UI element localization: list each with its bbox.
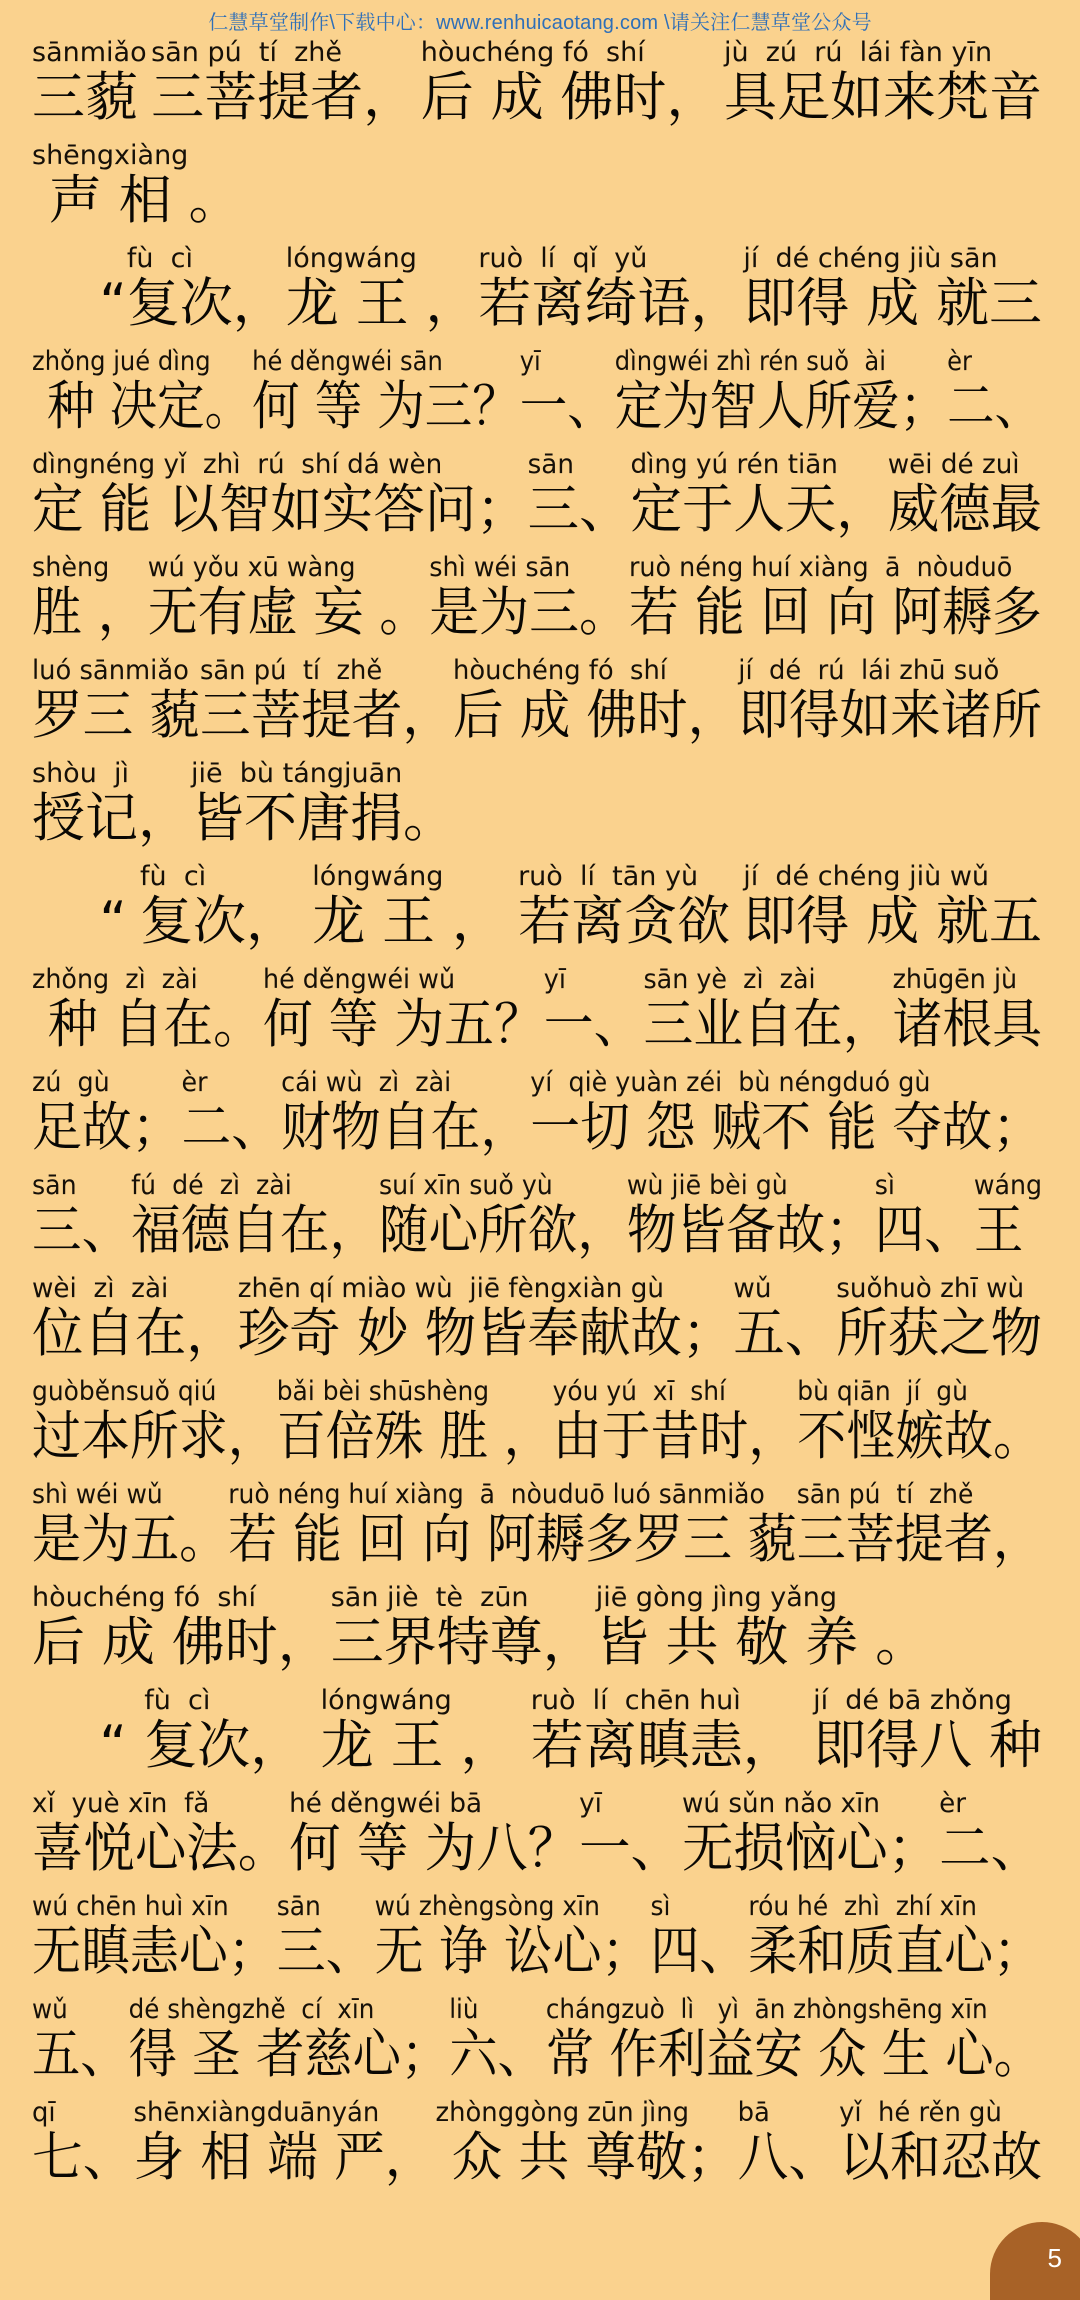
word-segment	[32, 1068, 181, 1158]
pinyin: wǔ	[32, 1994, 68, 2025]
word-segment	[151, 38, 416, 128]
pinyin: suí xīn suǒ yù	[378, 1170, 553, 1201]
word-segment	[682, 1789, 939, 1879]
pinyin: jí dé chéng jiù wǔ	[743, 861, 990, 892]
pinyin: sān yè zì zài	[643, 964, 816, 995]
pinyin: ruò lí qǐ yǔ	[478, 243, 648, 274]
word-segment	[531, 1686, 796, 1776]
hanzi: 龙 王 ，	[320, 1715, 514, 1776]
pinyin: dé shèngzhě cí xīn	[128, 1994, 375, 2025]
word-segment	[32, 965, 263, 1055]
hanzi: 无瞋恚心；	[32, 1921, 277, 1982]
hanzi: 复次，	[144, 1715, 304, 1776]
pinyin: shēngxiàng	[32, 140, 189, 171]
pinyin: bā	[737, 2097, 770, 2128]
word-segment	[32, 1274, 238, 1364]
pinyin: hòuchéng fó shí	[420, 37, 645, 68]
hanzi: 足故；	[32, 1097, 182, 1158]
hanzi: 三藐	[32, 67, 138, 128]
pinyin: chángzuò lì yì ān zhòngshēng xīn	[545, 1994, 988, 2025]
pinyin: shòu jì	[32, 758, 129, 789]
pinyin: zhònggòng zūn jìng	[435, 2097, 690, 2128]
pinyin: liù	[449, 1994, 479, 2025]
hanzi: 二、	[947, 376, 1043, 437]
text-line	[32, 1067, 1043, 1171]
hanzi: 由于昔时，	[552, 1406, 798, 1467]
hanzi: 一、	[543, 994, 644, 1055]
word-segment	[544, 965, 644, 1055]
pinyin: jù zú rú lái fàn yīn	[723, 37, 993, 68]
text-line	[32, 346, 1043, 450]
word-segment	[263, 965, 544, 1055]
pinyin: zhǒng zì zài	[32, 964, 198, 995]
hanzi: 皆 共 敬 养 。	[595, 1612, 929, 1673]
word-segment	[939, 1789, 1042, 1879]
pinyin: sān	[32, 1170, 77, 1201]
word-segment	[631, 450, 888, 540]
pinyin: wǔ	[733, 1273, 772, 1304]
hanzi: 声 相 。	[32, 170, 242, 231]
text-line	[32, 1583, 1052, 1686]
word-segment	[453, 656, 738, 746]
word-segment	[615, 347, 947, 437]
hanzi: 珍奇 妙 物皆奉献故；	[237, 1303, 734, 1364]
pinyin: ruò lí tān yù	[518, 861, 699, 892]
hanzi: 定为智人所爱；	[614, 376, 948, 437]
word-segment	[375, 1892, 651, 1982]
pinyin: hé děngwéi bā	[289, 1788, 483, 1819]
word-segment	[429, 553, 629, 643]
text-line	[32, 1376, 1043, 1480]
pinyin: dìng yú rén tiān	[630, 449, 838, 480]
hanzi: 五、	[32, 2024, 129, 2085]
text-line	[32, 1686, 1042, 1789]
hanzi: 过本所求，	[32, 1406, 277, 1467]
hanzi: 财物自在，	[281, 1097, 531, 1158]
word-segment	[839, 2098, 1042, 2188]
pinyin: sān	[527, 449, 574, 480]
word-segment	[32, 450, 528, 540]
word-segment	[32, 141, 242, 231]
pinyin: xǐ yuè xīn fǎ	[32, 1788, 210, 1819]
hanzi: 即得如来诸所	[738, 685, 1042, 746]
hanzi: 四、	[874, 1200, 974, 1261]
hanzi: 百倍殊 胜 ，	[276, 1406, 553, 1467]
hanzi: 柔和质直心；	[748, 1921, 1043, 1982]
word-segment	[191, 759, 456, 849]
pinyin: lóngwáng	[312, 861, 444, 892]
text-line	[32, 1994, 1043, 2098]
word-segment	[724, 38, 1042, 128]
word-segment	[738, 656, 1042, 746]
word-segment	[238, 1274, 734, 1364]
pinyin: zú gù	[32, 1067, 110, 1098]
pinyin: wú zhèngsòng xīn	[374, 1891, 600, 1922]
pinyin: yī	[543, 964, 566, 995]
pinyin: shèng	[32, 552, 110, 583]
pinyin: dìngnéng yǐ zhì rú shí dá wèn	[32, 449, 443, 480]
pinyin: yí qiè yuàn zéi bù néngduó gù	[530, 1067, 931, 1098]
pinyin: jí dé bā zhǒng	[813, 1685, 1012, 1716]
word-segment	[32, 38, 147, 128]
text-line	[32, 759, 1052, 862]
word-segment	[32, 862, 127, 952]
hanzi: 福德自在，	[131, 1200, 379, 1261]
word-segment	[140, 862, 299, 952]
word-segment	[32, 759, 191, 849]
word-segment	[743, 862, 1042, 952]
hanzi: 三菩提者，	[199, 685, 454, 746]
word-segment	[596, 1583, 928, 1673]
pinyin: lóngwáng	[320, 1685, 452, 1716]
hanzi: 无有虚 妄 。	[147, 582, 430, 643]
hanzi: 若 能 回 向 阿耨多罗三 藐	[228, 1509, 797, 1570]
text-line	[32, 862, 1042, 965]
hanzi: 若 能 回 向 阿耨多	[628, 582, 1042, 643]
text-line	[32, 1479, 1042, 1583]
word-segment	[743, 244, 1042, 334]
word-segment	[478, 244, 743, 334]
pinyin: ruò lí chēn huì	[530, 1685, 741, 1716]
hanzi: 复次，	[126, 273, 286, 334]
word-segment	[131, 1171, 379, 1261]
pinyin: hòuchéng fó shí	[453, 655, 667, 686]
word-segment	[32, 1377, 277, 1467]
word-segment	[289, 1789, 579, 1879]
pinyin: wù jiē bèi gù	[626, 1170, 788, 1201]
word-segment	[32, 553, 148, 643]
hanzi: 龙 王 ，	[285, 273, 479, 334]
pinyin: èr	[939, 1788, 967, 1819]
hanzi: 位自在，	[32, 1303, 238, 1364]
word-segment	[252, 347, 520, 437]
hanzi: 得 圣 者慈心；	[128, 2024, 450, 2085]
pinyin: sān pú tí zhě	[151, 37, 343, 68]
pinyin: jiē bù tángjuān	[191, 758, 403, 789]
word-segment	[277, 1377, 553, 1467]
hanzi: 即得 成 就三	[743, 273, 1042, 334]
hanzi: 若离绮语，	[478, 273, 744, 334]
hanzi: 是为三。	[429, 582, 629, 643]
text-line	[32, 1170, 1043, 1274]
pinyin: guòběnsuǒ qiú	[32, 1376, 217, 1407]
text-line	[32, 141, 1052, 244]
word-segment	[32, 1995, 129, 2085]
pinyin: bù qiān jí gù	[797, 1376, 968, 1407]
word-segment	[797, 1480, 1042, 1570]
hanzi: 三菩提者，	[796, 1509, 1042, 1570]
word-segment	[748, 1892, 1042, 1982]
page-number-badge	[990, 2222, 1080, 2300]
pinyin: zhēn qí miào wù jiē fèngxiàn gù	[237, 1273, 664, 1304]
hanzi: 罗三 藐	[32, 685, 200, 746]
pinyin: shì wéi wǔ	[32, 1479, 163, 1510]
pinyin: yóu yú xī shí	[552, 1376, 726, 1407]
word-segment	[200, 656, 453, 746]
hanzi: 三菩提者，	[151, 67, 417, 128]
word-segment	[32, 244, 127, 334]
pinyin: sì	[650, 1891, 671, 1922]
word-segment	[129, 1995, 450, 2085]
hanzi: 八、	[737, 2127, 840, 2188]
pinyin: zhūgēn jù	[892, 964, 1018, 995]
hanzi: 所获之物	[836, 1303, 1043, 1364]
word-segment	[286, 244, 479, 334]
word-segment	[888, 450, 1042, 540]
word-segment	[32, 347, 252, 437]
pinyin: yǐ hé rěn gù	[839, 2097, 1002, 2128]
word-segment	[797, 1377, 1042, 1467]
word-segment	[436, 2098, 738, 2188]
word-segment	[974, 1171, 1042, 1261]
word-segment	[32, 1789, 289, 1879]
pinyin: luó sānmiǎo	[32, 655, 189, 686]
pinyin: zhǒng jué dìng	[32, 346, 211, 377]
pinyin: sì	[874, 1170, 895, 1201]
hanzi: 二、	[181, 1097, 282, 1158]
pinyin: wú yǒu xū wàng	[147, 552, 356, 583]
pinyin: shì wéi sān	[429, 552, 571, 583]
hanzi: 三、	[527, 479, 631, 540]
hanzi: 何 等 为五？	[262, 994, 544, 1055]
pinyin: wēi dé zuì	[887, 449, 1020, 480]
pinyin: yī	[579, 1788, 602, 1819]
hanzi: 以和忍故	[839, 2127, 1043, 2188]
word-segment	[421, 38, 720, 128]
word-segment	[546, 1995, 1042, 2085]
pinyin: wú sǔn nǎo xīn	[681, 1788, 880, 1819]
word-segment	[553, 1377, 798, 1467]
hanzi: 胜 ，	[32, 582, 148, 643]
word-segment	[312, 862, 505, 952]
word-segment	[321, 1686, 514, 1776]
hanzi: 授记，	[32, 788, 191, 849]
hanzi: 二、	[939, 1818, 1043, 1879]
hanzi: 七、	[32, 2127, 134, 2188]
pinyin: fù cì	[140, 861, 207, 892]
hanzi: 后 成 佛时，	[453, 685, 739, 746]
pinyin: hé děngwéi wǔ	[262, 964, 456, 995]
hanzi: 是为五。	[32, 1509, 229, 1570]
pinyin: sān pú tí zhě	[199, 655, 383, 686]
word-segment	[133, 2098, 435, 2188]
hanzi: 后 成 佛时，	[420, 67, 720, 128]
word-segment	[32, 1686, 127, 1776]
hanzi: 种 决定。	[32, 376, 253, 437]
pinyin: wáng	[973, 1170, 1043, 1201]
pinyin: hé děngwéi sān	[252, 346, 443, 377]
hanzi: 定 能 以智如实答问；	[32, 479, 528, 540]
hanzi: 无 诤 讼心；	[374, 1921, 651, 1982]
hanzi: 复次，	[140, 891, 300, 952]
text-line	[32, 38, 1042, 141]
word-segment	[518, 862, 730, 952]
text-line	[32, 655, 1042, 759]
text-line	[32, 2097, 1043, 2201]
pinyin: fù cì	[126, 243, 193, 274]
pinyin: èr	[181, 1067, 208, 1098]
page-header-watermark: 仁慧草堂制作\下载中心：www.renhuicaotang.com \请关注仁慧草堂公众号	[208, 12, 872, 34]
hanzi: 常 作利益安 众 生 心。	[545, 2024, 1043, 2085]
word-segment	[32, 1171, 131, 1261]
hanzi: 身 相 端 严，	[133, 2127, 436, 2188]
pinyin: yī	[519, 346, 541, 377]
pinyin: shēnxiàngduānyán	[133, 2097, 380, 2128]
word-segment	[148, 553, 429, 643]
word-segment	[528, 450, 631, 540]
hanzi: 无损恼心；	[681, 1818, 940, 1879]
pinyin: suǒhuò zhī wù	[836, 1273, 1025, 1304]
word-segment	[379, 1171, 627, 1261]
pinyin: jiē gòng jìng yǎng	[595, 1582, 838, 1613]
pinyin: jí dé rú lái zhū suǒ	[738, 655, 1000, 686]
pinyin: jí dé chéng jiù sān	[743, 243, 998, 274]
word-segment	[627, 1171, 875, 1261]
word-segment	[520, 347, 615, 437]
word-segment	[836, 1274, 1042, 1364]
hanzi: 一、	[519, 376, 615, 437]
pinyin: lóngwáng	[285, 243, 417, 274]
pinyin: ruò néng huí xiàng ā nòuduō	[628, 552, 1013, 583]
word-segment	[281, 1068, 530, 1158]
hanzi: 具足如来梵音	[723, 67, 1042, 128]
hanzi: 三界特尊，	[330, 1612, 596, 1673]
pinyin: dìngwéi zhì rén suǒ ài	[614, 346, 886, 377]
text-line	[32, 1788, 1043, 1892]
pinyin: hòuchéng fó shí	[32, 1582, 257, 1613]
pinyin: sān pú tí zhě	[796, 1479, 974, 1510]
hanzi: “	[32, 1715, 127, 1776]
hanzi: 三、	[32, 1200, 132, 1261]
hanzi: 诸根具	[892, 994, 1043, 1055]
pinyin: wú chēn huì xīn	[32, 1891, 229, 1922]
word-segment	[32, 1583, 331, 1673]
pinyin: sān	[276, 1891, 321, 1922]
text-line	[32, 1273, 1043, 1377]
pinyin: ruò néng huí xiàng ā nòuduō luó sānmiǎo	[228, 1479, 765, 1510]
word-segment	[181, 1068, 281, 1158]
word-segment	[32, 1892, 277, 1982]
text-line	[32, 1891, 1043, 1995]
hanzi: 三、	[276, 1921, 375, 1982]
hanzi: 威德最	[887, 479, 1043, 540]
hanzi: 若离贪欲	[518, 891, 731, 952]
hanzi: 众 共 尊敬；	[435, 2127, 738, 2188]
pinyin: sān jiè tè zūn	[330, 1582, 529, 1613]
page-number: 5	[1047, 2243, 1062, 2273]
word-segment	[144, 1686, 303, 1776]
hanzi: “	[32, 273, 127, 334]
hanzi: 种 自在。	[32, 994, 263, 1055]
hanzi: 三业自在，	[643, 994, 893, 1055]
hanzi: 即得 成 就五	[743, 891, 1042, 952]
word-segment	[530, 1068, 1042, 1158]
pinyin: fú dé zì zài	[131, 1170, 292, 1201]
word-segment	[32, 1480, 228, 1570]
text-line	[32, 244, 1052, 347]
pinyin: sānmiǎo	[32, 37, 147, 68]
pinyin: èr	[947, 346, 972, 377]
word-segment	[733, 1274, 836, 1364]
hanzi: 即得八 种	[813, 1715, 1042, 1776]
hanzi: 五、	[733, 1303, 837, 1364]
word-segment	[947, 347, 1042, 437]
hanzi: 后 成 佛时，	[32, 1612, 331, 1673]
text-line	[32, 552, 1042, 656]
pinyin: róu hé zhì zhí xīn	[748, 1891, 977, 1922]
hanzi: 王	[973, 1200, 1024, 1261]
word-segment	[32, 656, 200, 746]
word-segment	[893, 965, 1042, 1055]
word-segment	[449, 1995, 546, 2085]
scripture-text	[32, 38, 1052, 2201]
pinyin: wèi zì zài	[32, 1273, 169, 1304]
hanzi: 定于人天，	[630, 479, 888, 540]
hanzi: 随心所欲，	[378, 1200, 627, 1261]
word-segment	[813, 1686, 1042, 1776]
word-segment	[875, 1171, 974, 1261]
word-segment	[629, 553, 1042, 643]
word-segment	[331, 1583, 596, 1673]
hanzi: 不悭嫉故。	[797, 1406, 1043, 1467]
hanzi: 物皆备故；	[626, 1200, 875, 1261]
hanzi: 何 等 为三？	[252, 376, 520, 437]
word-segment	[277, 1892, 375, 1982]
hanzi: 何 等 为八？	[289, 1818, 580, 1879]
pinyin: bǎi bèi shūshèng	[276, 1376, 490, 1407]
hanzi: 皆不唐捐。	[191, 788, 456, 849]
hanzi: 若离瞋恚，	[530, 1715, 796, 1776]
word-segment	[228, 1480, 796, 1570]
word-segment	[650, 1892, 748, 1982]
pinyin: cái wù zì zài	[281, 1067, 452, 1098]
word-segment	[127, 244, 286, 334]
hanzi: 六、	[449, 2024, 546, 2085]
hanzi: 一切 怨 贼不 能 夺故；	[530, 1097, 1043, 1158]
hanzi: 龙 王 ，	[312, 891, 505, 952]
hanzi: 一、	[579, 1818, 682, 1879]
hanzi: 四、	[650, 1921, 749, 1982]
word-segment	[643, 965, 892, 1055]
word-segment	[579, 1789, 682, 1879]
text-line	[32, 964, 1043, 1068]
hanzi: 喜悦心法。	[32, 1818, 290, 1879]
hanzi: “	[32, 891, 127, 952]
word-segment	[738, 2098, 839, 2188]
word-segment	[32, 2098, 133, 2188]
pinyin: fù cì	[144, 1685, 211, 1716]
pinyin: qī	[32, 2097, 56, 2128]
text-line	[32, 449, 1043, 553]
